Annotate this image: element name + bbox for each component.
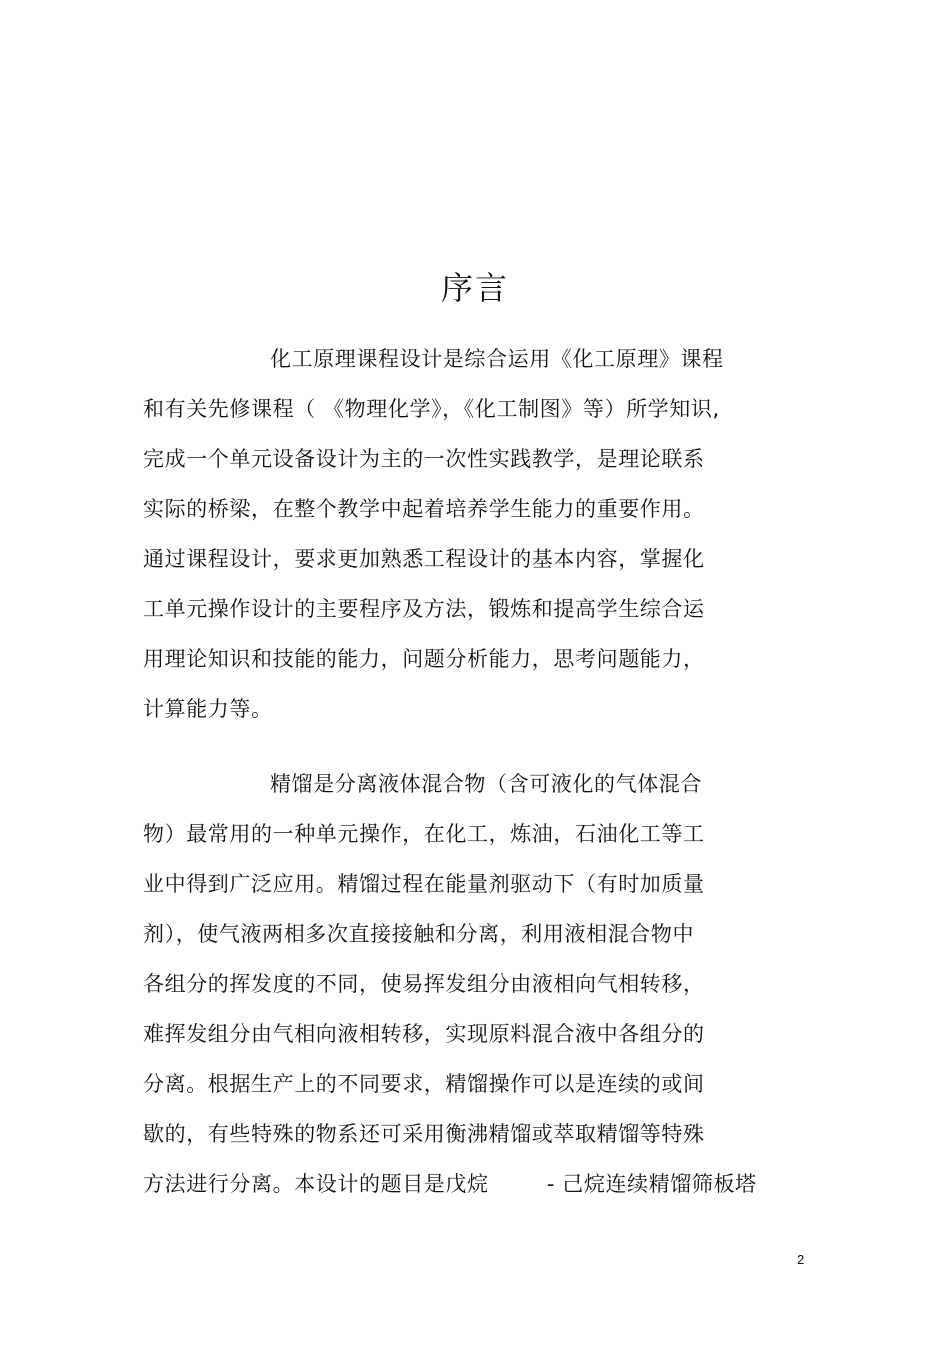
paragraph-line: 业中得到广泛应用。精馏过程在能量剂驱动下（有时加质量	[143, 872, 705, 896]
page-number: 2	[797, 1252, 805, 1267]
paragraph-line: 实际的桥梁，在整个教学中起着培养学生能力的重要作用。	[143, 497, 705, 521]
paragraph-line: 和有关先修课程（ 《物理化学》，《化工制图》等）所学知识,	[143, 397, 720, 421]
paragraph-line: 物）最常用的一种单元操作，在化工，炼油，石油化工等工	[143, 822, 705, 846]
paragraph-line: 工单元操作设计的主要程序及方法，锻炼和提高学生综合运	[143, 597, 705, 621]
paragraph-line: 各组分的挥发度的不同，使易挥发组分由液相向气相转移，	[143, 972, 705, 996]
paragraph-line: 计算能力等。	[143, 697, 273, 721]
paragraph-line: 化工原理课程设计是综合运用《化工原理》课程	[270, 347, 724, 371]
paragraph-line: 通过课程设计，要求更加熟悉工程设计的基本内容，掌握化	[143, 547, 705, 571]
paragraph-line: 剂），使气液两相多次直接接触和分离，利用液相混合物中	[143, 922, 695, 946]
paragraph-line: 方法进行分离。本设计的题目是戊烷 - 己烷连续精馏筛板塔	[143, 1172, 757, 1196]
paragraph-line: 精馏是分离液体混合物（含可液化的气体混合	[270, 772, 702, 796]
paragraph-line: 歇的，有些特殊的物系还可采用衡沸精馏或萃取精馏等特殊	[143, 1122, 705, 1146]
page-title: 序言	[440, 269, 509, 307]
paragraph-line: 难挥发组分由气相向液相转移，实现原料混合液中各组分的	[143, 1022, 705, 1046]
paragraph-line: 分离。根据生产上的不同要求，精馏操作可以是连续的或间	[143, 1072, 705, 1096]
paragraph-line: 用理论知识和技能的能力，问题分析能力，思考问题能力，	[143, 647, 705, 671]
paragraph-line: 完成一个单元设备设计为主的一次性实践教学，是理论联系	[143, 447, 705, 471]
